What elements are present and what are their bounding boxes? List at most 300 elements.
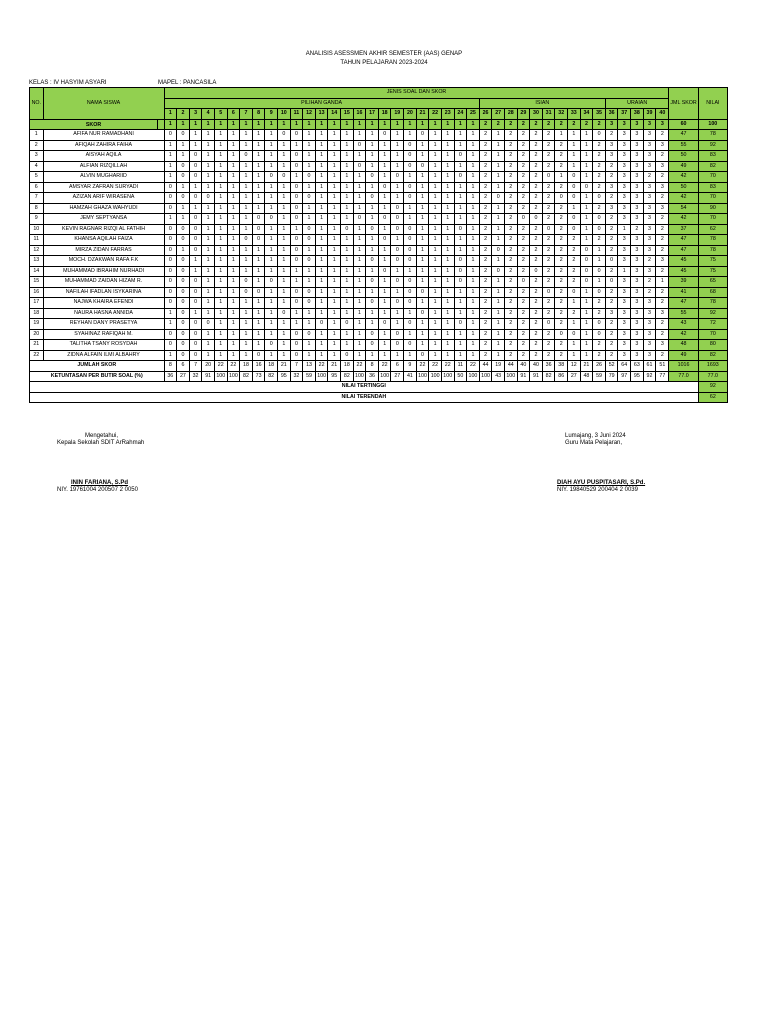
score-cell: 1: [265, 256, 278, 267]
score-cell: 1: [328, 350, 341, 361]
score-cell: 1: [441, 140, 454, 151]
score-cell: 2: [530, 193, 543, 204]
score-cell: 1: [227, 193, 240, 204]
score-cell: 1: [214, 214, 227, 225]
student-number: 14: [30, 266, 44, 277]
score-cell: 1: [429, 203, 442, 214]
score-cell: 0: [366, 277, 379, 288]
score-cell: 1: [467, 308, 480, 319]
score-cell: 3: [631, 256, 644, 267]
score-cell: 0: [290, 350, 303, 361]
score-cell: 0: [177, 277, 190, 288]
score-cell: 0: [568, 329, 581, 340]
score-cell: 2: [517, 329, 530, 340]
score-cell: 1: [441, 161, 454, 172]
student-total: 39: [669, 277, 698, 288]
student-number: 18: [30, 308, 44, 319]
score-cell: 1: [467, 214, 480, 225]
mastery-cell: 100: [479, 371, 492, 382]
question-number: 5: [214, 109, 227, 120]
score-cell: 0: [454, 151, 467, 162]
score-cell: 1: [240, 245, 253, 256]
score-cell: 0: [290, 203, 303, 214]
score-cell: 1: [252, 172, 265, 183]
score-cell: 0: [290, 193, 303, 204]
mastery-cell: 32: [189, 371, 202, 382]
score-cell: 0: [189, 214, 202, 225]
score-cell: 0: [391, 203, 404, 214]
score-cell: 1: [214, 140, 227, 151]
student-name: MUHAMMAD ZAIDAN HIZAM R.: [43, 277, 164, 288]
score-cell: 2: [517, 298, 530, 309]
score-cell: 0: [303, 224, 316, 235]
score-cell: 1: [290, 319, 303, 330]
sum-cell: 16: [252, 361, 265, 372]
student-row: [30, 224, 728, 235]
score-cell: 1: [202, 340, 215, 351]
question-number: 28: [504, 109, 517, 120]
sum-cell: 6: [391, 361, 404, 372]
score-cell: 1: [227, 277, 240, 288]
score-cell: 3: [656, 161, 669, 172]
score-cell: 1: [391, 130, 404, 141]
score-cell: 0: [303, 256, 316, 267]
score-cell: 1: [467, 256, 480, 267]
student-row: [30, 193, 728, 204]
score-cell: 1: [214, 224, 227, 235]
max-score: 1: [378, 119, 391, 130]
score-cell: 1: [227, 308, 240, 319]
sum-cell: 21: [580, 361, 593, 372]
score-cell: 2: [555, 266, 568, 277]
score-cell: 2: [555, 140, 568, 151]
score-cell: 1: [467, 235, 480, 246]
score-row-label: SKOR: [29, 119, 158, 130]
score-cell: 1: [416, 182, 429, 193]
score-cell: 1: [429, 140, 442, 151]
score-cell: 1: [252, 151, 265, 162]
score-cell: 1: [202, 224, 215, 235]
subject-label: MAPEL : PANCASILA: [158, 80, 217, 86]
score-cell: 1: [580, 172, 593, 183]
score-cell: 2: [517, 350, 530, 361]
score-cell: 2: [542, 214, 555, 225]
mastery-cell: 100: [429, 371, 442, 382]
score-table: [29, 87, 728, 403]
score-cell: 0: [164, 277, 177, 288]
principal-name: ININ FARIANA, S.Pd: [71, 480, 129, 486]
question-number: 37: [618, 109, 631, 120]
score-cell: 1: [315, 266, 328, 277]
student-row: [30, 235, 728, 246]
max-score: 2: [580, 119, 593, 130]
score-cell: 1: [328, 329, 341, 340]
score-cell: 2: [568, 235, 581, 246]
score-cell: 0: [290, 235, 303, 246]
score-cell: 1: [429, 319, 442, 330]
student-total: 47: [669, 245, 698, 256]
score-cell: 1: [303, 151, 316, 162]
score-cell: 2: [542, 161, 555, 172]
score-cell: 3: [643, 340, 656, 351]
score-cell: 1: [278, 214, 291, 225]
score-cell: 1: [467, 287, 480, 298]
score-cell: 0: [568, 193, 581, 204]
score-cell: 1: [315, 308, 328, 319]
col-no-header: NO.: [30, 88, 44, 120]
score-cell: 1: [429, 235, 442, 246]
score-cell: 2: [542, 277, 555, 288]
score-cell: 0: [454, 266, 467, 277]
sum-cell: 26: [593, 361, 606, 372]
score-cell: 0: [303, 329, 316, 340]
score-cell: 1: [227, 130, 240, 141]
score-cell: 1: [328, 182, 341, 193]
student-number: 21: [30, 340, 44, 351]
score-cell: 1: [214, 277, 227, 288]
score-cell: 1: [568, 350, 581, 361]
score-cell: 1: [214, 235, 227, 246]
student-number: 4: [30, 161, 44, 172]
score-cell: 2: [479, 182, 492, 193]
score-cell: 1: [328, 277, 341, 288]
score-cell: 0: [290, 151, 303, 162]
score-cell: 2: [542, 266, 555, 277]
score-cell: 1: [378, 287, 391, 298]
mastery-cell: 43: [492, 371, 505, 382]
score-cell: 2: [530, 340, 543, 351]
sum-row: [30, 361, 728, 372]
question-number: 15: [341, 109, 354, 120]
score-cell: 1: [441, 256, 454, 267]
score-cell: 2: [504, 340, 517, 351]
mastery-cell: 100: [353, 371, 366, 382]
student-grade: 82: [698, 161, 727, 172]
score-cell: 2: [593, 298, 606, 309]
score-cell: 2: [517, 140, 530, 151]
sum-cell: 44: [504, 361, 517, 372]
score-cell: 2: [530, 140, 543, 151]
score-cell: 1: [580, 193, 593, 204]
score-cell: 1: [467, 203, 480, 214]
score-cell: 1: [265, 308, 278, 319]
score-cell: 1: [252, 319, 265, 330]
score-cell: 2: [593, 182, 606, 193]
score-cell: 2: [530, 151, 543, 162]
score-cell: 1: [492, 298, 505, 309]
student-row: [30, 172, 728, 183]
col-name-header: NAMA SISWA: [43, 88, 164, 120]
score-cell: 0: [252, 224, 265, 235]
sum-cell: 36: [542, 361, 555, 372]
score-cell: 2: [605, 245, 618, 256]
max-score: 2: [504, 119, 517, 130]
score-cell: 0: [189, 151, 202, 162]
score-cell: 1: [353, 256, 366, 267]
score-cell: 1: [202, 277, 215, 288]
score-cell: 0: [177, 193, 190, 204]
report-title: ANALISIS ASESSMEN AKHIR SEMESTER (AAS) GENAP: [305, 51, 463, 57]
score-cell: 1: [492, 224, 505, 235]
question-number: 9: [265, 109, 278, 120]
question-number: 20: [404, 109, 417, 120]
score-cell: 1: [328, 130, 341, 141]
score-cell: 1: [366, 235, 379, 246]
score-cell: 1: [227, 245, 240, 256]
score-cell: 1: [227, 287, 240, 298]
score-cell: 1: [303, 130, 316, 141]
score-cell: 0: [177, 298, 190, 309]
max-score: 1: [404, 119, 417, 130]
sum-cell: 22: [416, 361, 429, 372]
score-cell: 0: [177, 340, 190, 351]
score-cell: 3: [605, 182, 618, 193]
question-number: 6: [227, 109, 240, 120]
score-cell: 1: [265, 182, 278, 193]
score-cell: 1: [214, 182, 227, 193]
score-cell: 1: [391, 350, 404, 361]
question-number: 11: [290, 109, 303, 120]
sum-cell: 22: [353, 361, 366, 372]
score-cell: 0: [164, 340, 177, 351]
score-cell: 1: [580, 140, 593, 151]
score-cell: 1: [328, 140, 341, 151]
score-cell: 1: [315, 130, 328, 141]
score-cell: 1: [492, 340, 505, 351]
sum-cell: 21: [328, 361, 341, 372]
score-cell: 1: [328, 298, 341, 309]
score-cell: 0: [378, 130, 391, 141]
max-score: 2: [542, 119, 555, 130]
question-number: 10: [278, 109, 291, 120]
score-cell: 1: [240, 182, 253, 193]
max-score: 1: [467, 119, 480, 130]
score-cell: 1: [429, 298, 442, 309]
score-cell: 2: [479, 266, 492, 277]
score-cell: 1: [341, 340, 354, 351]
student-row: [30, 308, 728, 319]
sum-cell: 21: [278, 361, 291, 372]
score-cell: 1: [454, 329, 467, 340]
mastery-cell: 91: [530, 371, 543, 382]
student-grade: 92: [698, 308, 727, 319]
score-cell: 2: [517, 224, 530, 235]
score-cell: 1: [252, 329, 265, 340]
score-cell: 0: [416, 287, 429, 298]
score-cell: 1: [378, 308, 391, 319]
score-cell: 2: [656, 193, 669, 204]
score-cell: 0: [593, 193, 606, 204]
score-cell: 2: [555, 235, 568, 246]
score-cell: 1: [328, 319, 341, 330]
score-cell: 2: [656, 266, 669, 277]
score-cell: 2: [593, 203, 606, 214]
mastery-cell: 82: [265, 371, 278, 382]
score-cell: 2: [479, 245, 492, 256]
sum-cell: 22: [429, 361, 442, 372]
student-number: 17: [30, 298, 44, 309]
score-cell: 1: [315, 350, 328, 361]
score-cell: 1: [429, 193, 442, 204]
score-cell: 0: [366, 172, 379, 183]
score-cell: 3: [631, 130, 644, 141]
question-number: 30: [530, 109, 543, 120]
score-cell: 1: [227, 182, 240, 193]
score-cell: 2: [593, 151, 606, 162]
score-cell: 3: [643, 161, 656, 172]
score-cell: 1: [441, 298, 454, 309]
student-name: REYHAN DANY PRASETYA: [43, 319, 164, 330]
score-cell: 1: [202, 140, 215, 151]
score-cell: 0: [404, 256, 417, 267]
score-cell: 1: [441, 287, 454, 298]
score-cell: 2: [504, 193, 517, 204]
score-cell: 0: [378, 182, 391, 193]
score-cell: 0: [568, 287, 581, 298]
score-cell: 1: [366, 214, 379, 225]
student-total: 49: [669, 350, 698, 361]
student-total: 55: [669, 140, 698, 151]
score-cell: 2: [504, 151, 517, 162]
teacher-block: [565, 433, 626, 447]
score-cell: 1: [214, 203, 227, 214]
mastery-cell: 100: [227, 371, 240, 382]
student-total: 49: [669, 161, 698, 172]
mastery-cell: 82: [341, 371, 354, 382]
score-cell: 0: [164, 235, 177, 246]
student-total: 47: [669, 235, 698, 246]
score-cell: 0: [580, 266, 593, 277]
score-cell: 1: [353, 235, 366, 246]
score-cell: 1: [189, 308, 202, 319]
student-total: 50: [669, 182, 698, 193]
score-cell: 2: [479, 256, 492, 267]
max-score: 1: [429, 119, 442, 130]
score-cell: 1: [492, 319, 505, 330]
score-cell: 3: [618, 161, 631, 172]
score-cell: 1: [467, 277, 480, 288]
score-cell: 0: [404, 287, 417, 298]
score-cell: 2: [542, 340, 555, 351]
sum-cell: 22: [378, 361, 391, 372]
score-cell: 0: [492, 266, 505, 277]
score-cell: 1: [328, 161, 341, 172]
score-cell: 1: [290, 224, 303, 235]
score-cell: 0: [189, 319, 202, 330]
student-number: 20: [30, 329, 44, 340]
score-cell: 2: [656, 214, 669, 225]
student-grade: 68: [698, 287, 727, 298]
score-cell: 1: [240, 308, 253, 319]
score-cell: 1: [467, 161, 480, 172]
score-cell: 3: [643, 266, 656, 277]
score-cell: 1: [391, 308, 404, 319]
score-cell: 2: [605, 350, 618, 361]
max-score: 1: [278, 119, 291, 130]
score-cell: 0: [454, 319, 467, 330]
max-score: 1: [366, 119, 379, 130]
score-cell: 0: [278, 308, 291, 319]
max-score: 1: [214, 119, 227, 130]
score-cell: 0: [189, 235, 202, 246]
question-number: 24: [454, 109, 467, 120]
score-cell: 1: [227, 298, 240, 309]
score-cell: 1: [315, 172, 328, 183]
student-grade: 83: [698, 151, 727, 162]
score-cell: 2: [656, 298, 669, 309]
student-row: [30, 256, 728, 267]
score-cell: 0: [240, 235, 253, 246]
score-cell: 0: [290, 287, 303, 298]
score-cell: 1: [366, 182, 379, 193]
score-cell: 1: [240, 329, 253, 340]
score-cell: 0: [378, 319, 391, 330]
score-cell: 0: [404, 182, 417, 193]
score-cell: 1: [202, 235, 215, 246]
score-cell: 1: [454, 161, 467, 172]
mastery-cell: 59: [303, 371, 316, 382]
score-cell: 2: [479, 350, 492, 361]
score-cell: 0: [378, 214, 391, 225]
mastery-cell: 32: [290, 371, 303, 382]
score-cell: 3: [618, 203, 631, 214]
score-cell: 1: [492, 235, 505, 246]
score-cell: 1: [467, 130, 480, 141]
score-cell: 0: [580, 182, 593, 193]
mastery-label: KETUNTASAN PER BUTIR SOAL (%): [30, 371, 165, 382]
question-number: 27: [492, 109, 505, 120]
score-cell: 1: [278, 235, 291, 246]
score-cell: 1: [164, 350, 177, 361]
score-cell: 0: [404, 151, 417, 162]
score-cell: 1: [467, 182, 480, 193]
score-cell: 0: [542, 319, 555, 330]
approval-label: Mengetahui,: [85, 433, 119, 439]
score-cell: 3: [656, 256, 669, 267]
score-cell: 2: [555, 319, 568, 330]
score-cell: 1: [227, 329, 240, 340]
max-score: 1: [341, 119, 354, 130]
student-grade: 70: [698, 172, 727, 183]
score-cell: 1: [416, 340, 429, 351]
score-cell: 1: [555, 130, 568, 141]
student-name: MUHAMMAD IBRAHIM NURHADI: [43, 266, 164, 277]
score-cell: 1: [341, 266, 354, 277]
score-cell: 2: [605, 172, 618, 183]
score-cell: 1: [252, 182, 265, 193]
max-score: 3: [605, 119, 618, 130]
sum-cell: 8: [366, 361, 379, 372]
highest-row: [30, 382, 728, 393]
score-cell: 1: [416, 235, 429, 246]
score-cell: 2: [643, 277, 656, 288]
score-cell: 3: [631, 182, 644, 193]
score-cell: 3: [618, 256, 631, 267]
score-cell: 1: [202, 266, 215, 277]
max-score: 2: [555, 119, 568, 130]
score-cell: 1: [416, 193, 429, 204]
student-total: 55: [669, 308, 698, 319]
score-cell: 1: [429, 340, 442, 351]
score-cell: 0: [164, 224, 177, 235]
student-grade: 92: [698, 140, 727, 151]
score-cell: 1: [580, 287, 593, 298]
score-cell: 1: [467, 224, 480, 235]
score-cell: 2: [656, 235, 669, 246]
student-name: HAMZAH GHAZA WAHYUDI: [43, 203, 164, 214]
student-total: 42: [669, 172, 698, 183]
score-cell: 1: [214, 130, 227, 141]
